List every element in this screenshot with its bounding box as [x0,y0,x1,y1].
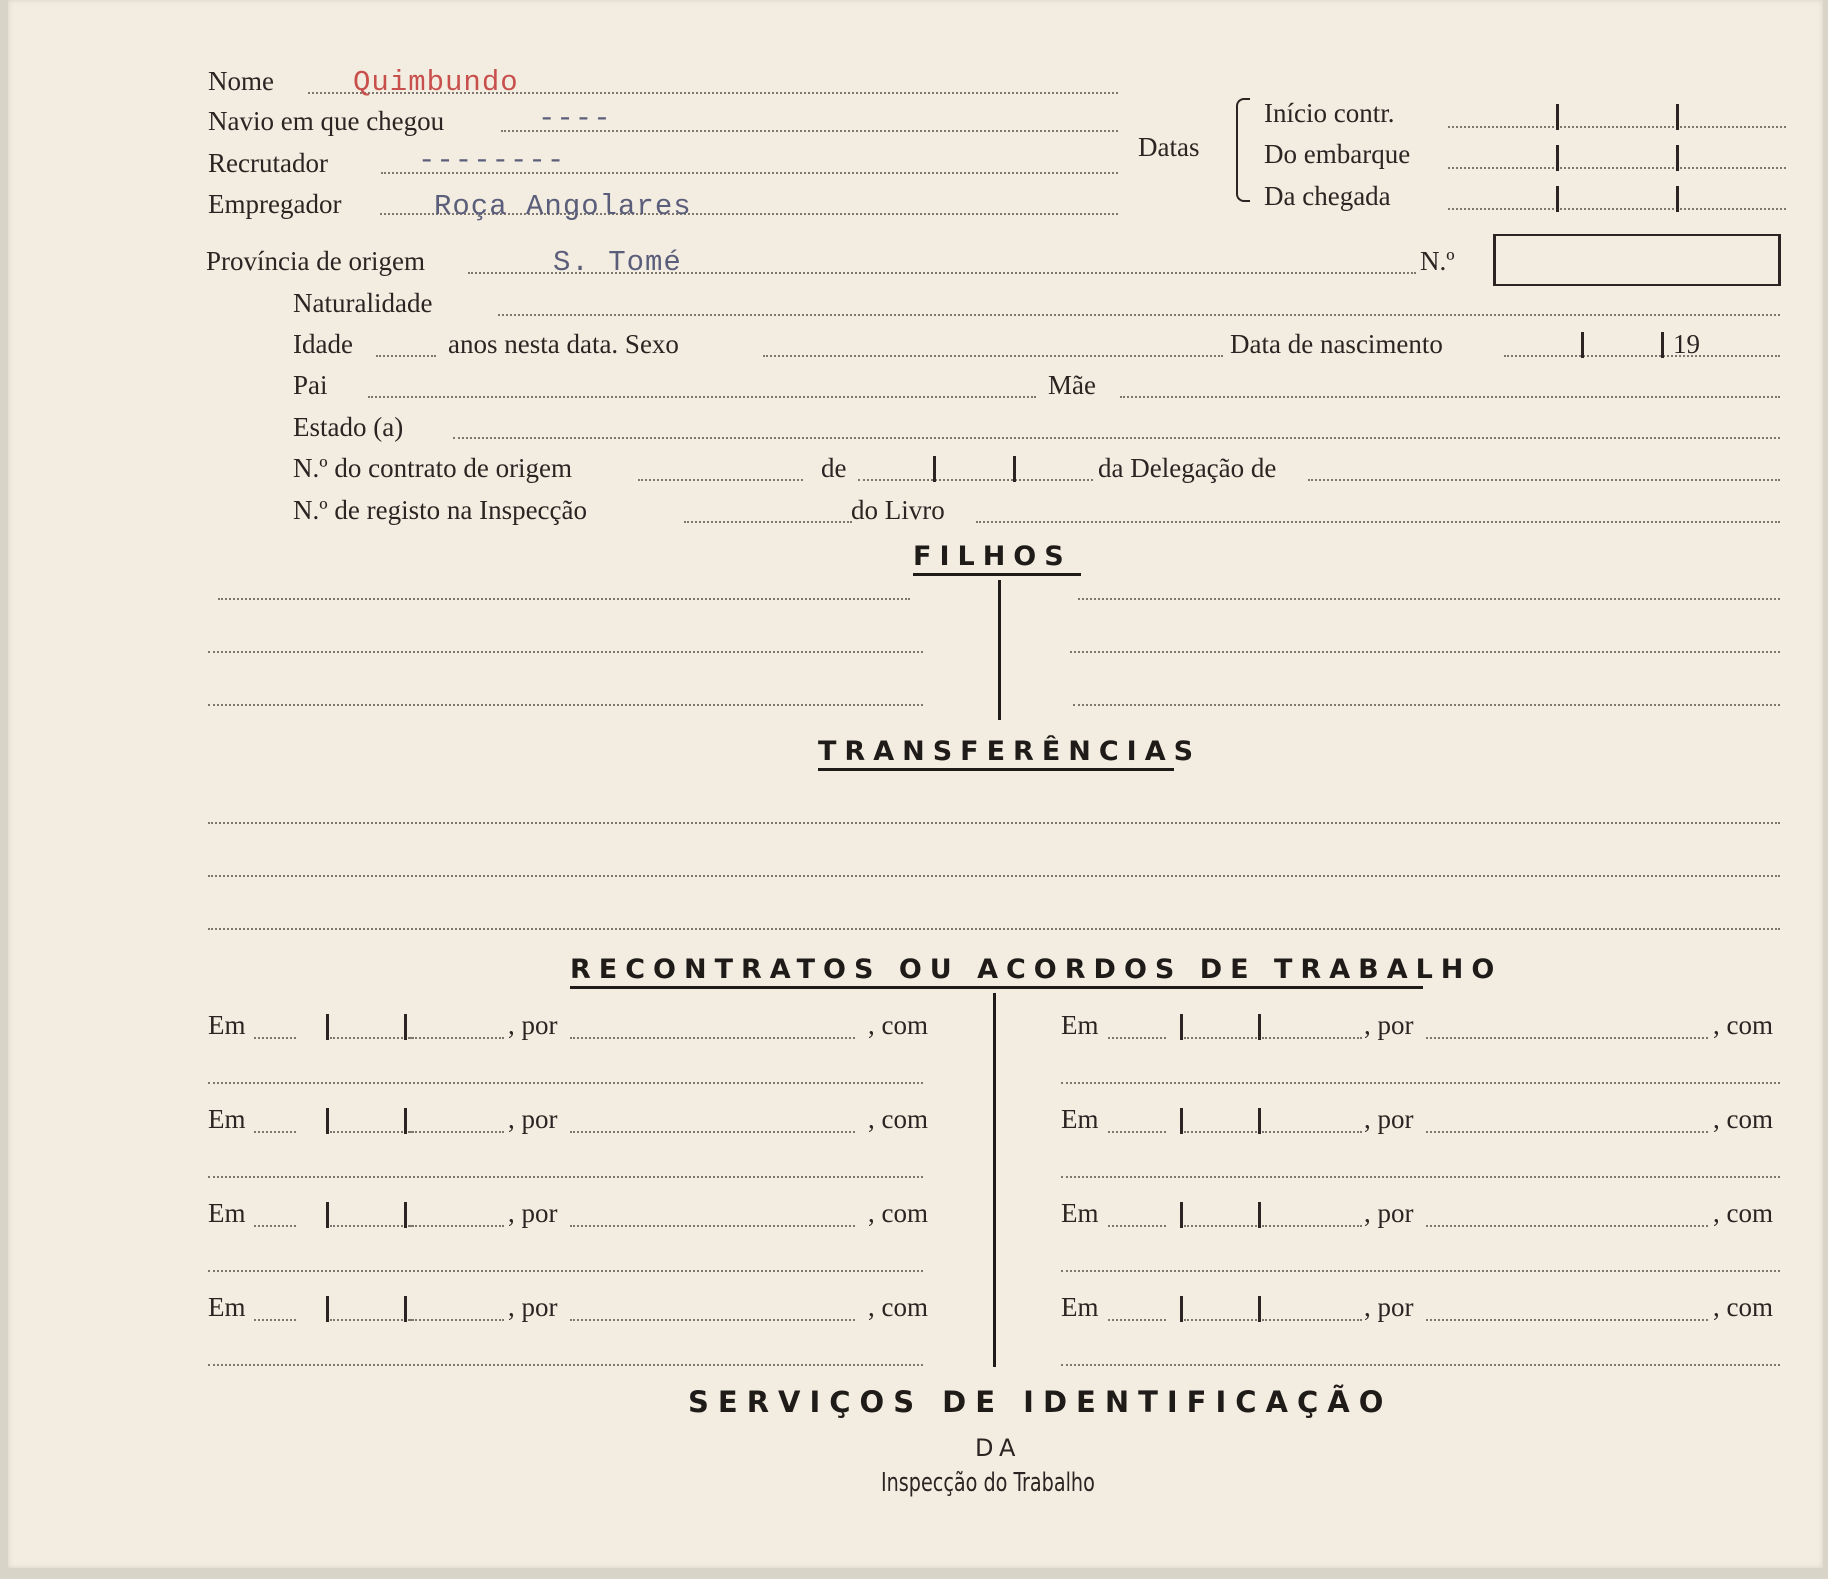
em-label: Em [1061,1104,1099,1134]
contrato-date-line[interactable] [858,479,1093,481]
slash [1258,1014,1261,1040]
chegada-label: Da chegada [1264,181,1391,211]
slash [1556,145,1559,171]
transferencia-line[interactable] [208,875,1780,877]
nome-label: Nome [208,66,274,96]
slash [326,1108,329,1134]
registo-label: N.º de registo na Inspecção [293,495,588,525]
por-label: , por [508,1292,558,1322]
com-label: , com [868,1198,928,1228]
por-line[interactable] [570,1319,855,1321]
anos-label: anos nesta data. Sexo [448,329,679,359]
slash [1556,104,1559,130]
embarque-line[interactable] [1448,167,1786,169]
sexo-line[interactable] [763,355,1223,357]
em-year-line[interactable] [408,1037,504,1039]
em-day-line[interactable] [254,1319,296,1321]
filhos-line[interactable] [208,704,923,706]
com-label: , com [868,1010,928,1040]
datas-brace [1236,98,1250,202]
em-day-line[interactable] [254,1037,296,1039]
slash [404,1014,407,1040]
footer-da: DA [975,1434,1022,1462]
em-label: Em [208,1292,246,1322]
naturalidade-label: Naturalidade [293,288,433,318]
filhos-line[interactable] [1073,704,1780,706]
nascimento-year: 19 [1673,329,1700,359]
com-line[interactable] [1061,1176,1780,1178]
em-label: Em [1061,1292,1099,1322]
recontratos-underline [570,986,1423,989]
slash [1180,1202,1183,1228]
por-line[interactable] [570,1225,855,1227]
slash [1013,456,1016,482]
em-month-line[interactable] [1184,1037,1264,1039]
recontratos-heading: RECONTRATOS OU ACORDOS DE TRABALHO [570,954,1503,985]
com-label: , com [868,1292,928,1322]
em-label: Em [208,1198,246,1228]
por-label: , por [1364,1104,1414,1134]
em-month-line[interactable] [1184,1319,1264,1321]
por-label: , por [508,1010,558,1040]
datas-label: Datas [1138,132,1200,162]
de-label: de [821,453,847,483]
em-month-line[interactable] [330,1037,414,1039]
em-day-line[interactable] [254,1225,296,1227]
livro-line[interactable] [976,521,1780,523]
por-label: , por [1364,1198,1414,1228]
identification-card [8,0,1823,1568]
contrato-line[interactable] [638,479,803,481]
com-label: , com [868,1104,928,1134]
slash [1258,1202,1261,1228]
idade-line[interactable] [376,355,436,357]
com-label: , com [1713,1010,1773,1040]
em-year-line[interactable] [408,1319,504,1321]
slash [1258,1108,1261,1134]
por-line[interactable] [1426,1131,1708,1133]
filhos-underline [913,573,1081,576]
com-line[interactable] [208,1176,923,1178]
pai-label: Pai [293,370,328,400]
slash [1258,1296,1261,1322]
filhos-line[interactable] [218,598,910,600]
com-line[interactable] [208,1270,923,1272]
em-month-line[interactable] [1184,1131,1264,1133]
chegada-line[interactable] [1448,208,1786,210]
em-day-line[interactable] [1108,1319,1166,1321]
mae-line[interactable] [1120,396,1780,398]
em-year-line[interactable] [408,1131,504,1133]
slash [1180,1296,1183,1322]
slash [1556,186,1559,212]
slash [933,456,936,482]
transferencias-heading: TRANSFERÊNCIAS [818,736,1202,767]
em-year-line[interactable] [1262,1319,1362,1321]
provincia-value: S. Tomé [553,246,682,279]
naturalidade-line[interactable] [498,314,1780,316]
transferencia-line[interactable] [208,928,1780,930]
em-month-line[interactable] [330,1225,414,1227]
com-line[interactable] [208,1082,923,1084]
slash [404,1296,407,1322]
estado-label: Estado (a) [293,412,404,442]
com-label: , com [1713,1292,1773,1322]
inicio-line[interactable] [1448,126,1786,128]
embarque-label: Do embarque [1264,139,1411,169]
com-line[interactable] [1061,1364,1780,1366]
slash [1676,145,1679,171]
recrutador-value: -------- [418,144,566,177]
slash [326,1014,329,1040]
slash [404,1202,407,1228]
por-label: , por [508,1198,558,1228]
nascimento-line[interactable] [1504,355,1780,357]
numero-box[interactable] [1493,234,1781,286]
idade-label: Idade [293,329,353,359]
pai-line[interactable] [368,396,1036,398]
empregador-label: Empregador [208,189,342,219]
slash [326,1202,329,1228]
em-day-line[interactable] [1108,1131,1166,1133]
footer-servicos: SERVIÇOS DE IDENTIFICAÇÃO [688,1385,1393,1419]
por-label: , por [1364,1292,1414,1322]
em-year-line[interactable] [1262,1225,1362,1227]
por-line[interactable] [1426,1319,1708,1321]
mae-label: Mãe [1048,370,1096,400]
por-line[interactable] [1426,1037,1708,1039]
em-label: Em [1061,1010,1099,1040]
contrato-label: N.º do contrato de origem [293,453,573,483]
slash [1581,332,1584,358]
slash [1180,1014,1183,1040]
navio-label: Navio em que chegou [208,106,445,136]
transferencias-underline [818,768,1174,771]
footer-inspeccao: Inspecção do Trabalho [881,1468,1095,1498]
inicio-label: Início contr. [1264,98,1395,128]
em-label: Em [208,1104,246,1134]
em-year-line[interactable] [1262,1131,1362,1133]
em-day-line[interactable] [1108,1225,1166,1227]
nascimento-label: Data de nascimento [1230,329,1443,359]
em-label: Em [208,1010,246,1040]
livro-label: do Livro [851,495,945,525]
slash [326,1296,329,1322]
por-line[interactable] [1426,1225,1708,1227]
filhos-heading: FILHOS [913,541,1072,572]
numero-label: N.º [1420,246,1455,276]
por-label: , por [508,1104,558,1134]
recrutador-label: Recrutador [208,148,328,178]
slash [1180,1108,1183,1134]
estado-line[interactable] [453,437,1780,439]
por-label: , por [1364,1010,1414,1040]
com-line[interactable] [208,1364,923,1366]
filhos-divider [998,580,1001,720]
filhos-line[interactable] [1078,598,1780,600]
slash [1661,332,1664,358]
em-month-line[interactable] [1184,1225,1264,1227]
com-label: , com [1713,1104,1773,1134]
em-year-line[interactable] [1262,1037,1362,1039]
slash [1676,186,1679,212]
recontratos-divider [993,993,996,1367]
provincia-label: Província de origem [206,246,425,276]
com-line[interactable] [1061,1270,1780,1272]
por-line[interactable] [570,1131,855,1133]
em-day-line[interactable] [1108,1037,1166,1039]
com-label: , com [1713,1198,1773,1228]
filhos-line[interactable] [208,651,923,653]
em-year-line[interactable] [408,1225,504,1227]
por-line[interactable] [570,1037,855,1039]
em-day-line[interactable] [254,1131,296,1133]
slash [1676,104,1679,130]
empregador-value: Roça Angolares [434,190,692,223]
com-line[interactable] [1061,1082,1780,1084]
delegacao-line[interactable] [1308,479,1780,481]
navio-value: ---- [538,102,612,135]
em-label: Em [1061,1198,1099,1228]
delegacao-label: da Delegação de [1098,453,1277,483]
nome-value: Quimbundo [353,66,519,99]
registo-line[interactable] [684,521,852,523]
transferencia-line[interactable] [208,822,1780,824]
filhos-line[interactable] [1070,651,1780,653]
slash [404,1108,407,1134]
em-month-line[interactable] [330,1319,414,1321]
em-month-line[interactable] [330,1131,414,1133]
